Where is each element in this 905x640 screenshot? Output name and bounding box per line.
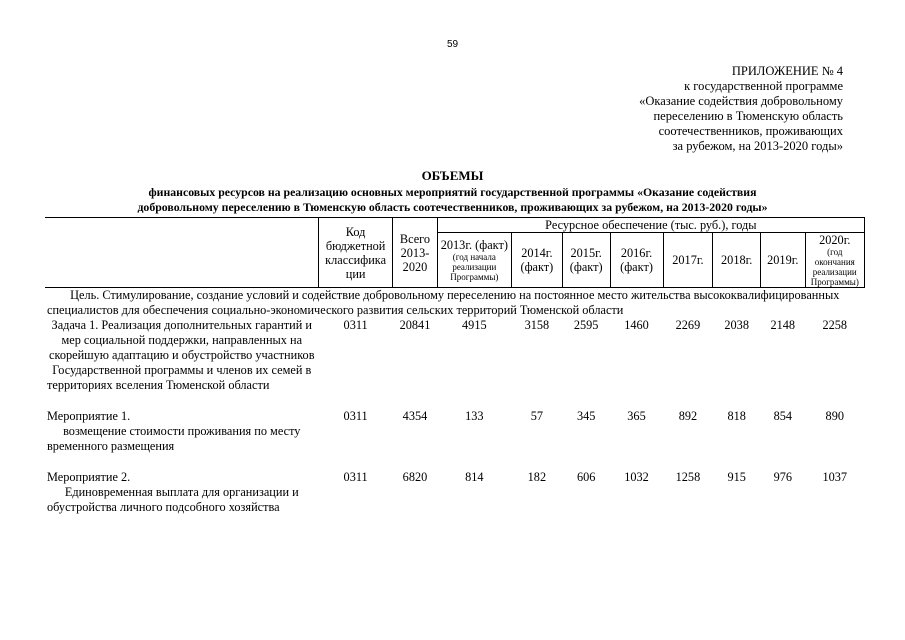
appendix-line: переселению в Тюменскую область <box>653 109 843 123</box>
row-value-2015: 606 <box>576 470 596 484</box>
row-total: 6820 <box>402 470 428 484</box>
header-year-note: (год окончания реализации Программы) <box>810 247 859 287</box>
row-code: 0311 <box>343 409 368 423</box>
header-total: Всего 2013-2020 <box>393 218 438 288</box>
header-year-2014: 2014г. (факт) <box>511 233 562 288</box>
table-header-row <box>45 218 865 233</box>
row-value-2013: 4915 <box>462 318 487 332</box>
header-description <box>45 218 319 288</box>
header-year-2020 <box>805 233 864 288</box>
row-value-2013: 814 <box>465 470 484 484</box>
row-value-2018: 915 <box>727 470 746 484</box>
row-description-text: Единовременная выплата для организации и обустройства личного подсобного хозяйства <box>47 485 299 514</box>
appendix-line: к государственной программе <box>684 79 843 93</box>
header-year-2017: 2017г. <box>663 233 713 288</box>
row-value-2016: 1460 <box>624 318 649 332</box>
document-subtitle <box>40 185 865 215</box>
row-description-title: Мероприятие 1. <box>47 409 131 423</box>
goal-row <box>45 288 865 319</box>
row-description <box>45 409 319 470</box>
appendix-line: ПРИЛОЖЕНИЕ № 4 <box>731 64 843 78</box>
header-year-2019: 2019г. <box>761 233 806 288</box>
subtitle-line: финансовых ресурсов на реализацию основных мероприятий государственной программы «Оказание содействия <box>148 185 757 199</box>
row-description: Задача 1. Реализация дополнительных гарантий и мер социальной поддержки, направленных на скорейшую адаптацию и обустройство участников Государственной программы и членов их семей в территориях вселения Тюменской области <box>47 318 315 392</box>
row-total: 4354 <box>402 409 428 423</box>
header-year-2015: 2015г. (факт) <box>562 233 610 288</box>
table-row <box>45 318 865 409</box>
row-value-2015: 345 <box>576 409 596 423</box>
row-value-2015: 2595 <box>573 318 599 332</box>
row-value-2020: 1037 <box>822 470 848 484</box>
row-value-2014: 182 <box>527 470 547 484</box>
table-row <box>45 470 865 515</box>
row-value-2017: 1258 <box>675 470 701 484</box>
row-value-2020: 890 <box>825 409 844 423</box>
row-value-2020: 2258 <box>822 318 848 332</box>
row-value-2013: 133 <box>465 409 484 423</box>
row-value-2017: 2269 <box>675 318 701 332</box>
row-code: 0311 <box>343 318 368 332</box>
row-description-text: возмещение стоимости проживания по месту временного размещения <box>47 424 301 453</box>
appendix-line: за рубежом, на 2013-2020 годы» <box>672 139 843 153</box>
resources-table <box>45 217 865 515</box>
row-value-2018: 2038 <box>724 318 749 332</box>
appendix-line: соотечественников, проживающих <box>658 124 843 138</box>
row-total: 20841 <box>399 318 431 332</box>
page-number: 59 <box>446 39 459 50</box>
header-resource-group: Ресурсное обеспечение (тыс. руб.), годы <box>437 218 864 233</box>
table-row <box>45 409 865 470</box>
row-value-2019: 854 <box>773 409 793 423</box>
goal-text: Цель. Стимулирование, создание условий и содействие добровольному переселению на постоянное место жительства высококвалифицированных специалистов для обеспечения социально-экономического развития сельских территорий Тюменской области <box>47 288 840 317</box>
header-code: Код бюджетной классифика ции <box>319 218 393 288</box>
header-year-label: 2020г. <box>819 233 851 247</box>
appendix-line: «Оказание содействия добровольному <box>639 94 843 108</box>
header-year-label: 2013г. (факт) <box>440 238 508 252</box>
header-year-2013 <box>437 233 511 288</box>
row-value-2016: 1032 <box>624 470 649 484</box>
row-description <box>45 470 319 515</box>
row-code: 0311 <box>343 470 368 484</box>
row-value-2019: 2148 <box>770 318 796 332</box>
row-value-2018: 818 <box>727 409 746 423</box>
header-year-2018: 2018г. <box>713 233 761 288</box>
row-value-2019: 976 <box>773 470 793 484</box>
row-value-2016: 365 <box>627 409 646 423</box>
row-value-2017: 892 <box>678 409 698 423</box>
document-title: ОБЪЕМЫ <box>421 168 484 183</box>
appendix-header <box>639 64 843 154</box>
row-description-title: Мероприятие 2. <box>47 470 131 484</box>
row-value-2014: 57 <box>530 409 544 423</box>
row-value-2014: 3158 <box>524 318 550 332</box>
header-year-2016: 2016г. (факт) <box>610 233 663 288</box>
header-year-note: (год начала реализации Программы) <box>450 252 499 282</box>
subtitle-line: добровольному переселению в Тюменскую область соотечественников, проживающих за рубежом, на 2013-2020 годы» <box>137 200 768 214</box>
